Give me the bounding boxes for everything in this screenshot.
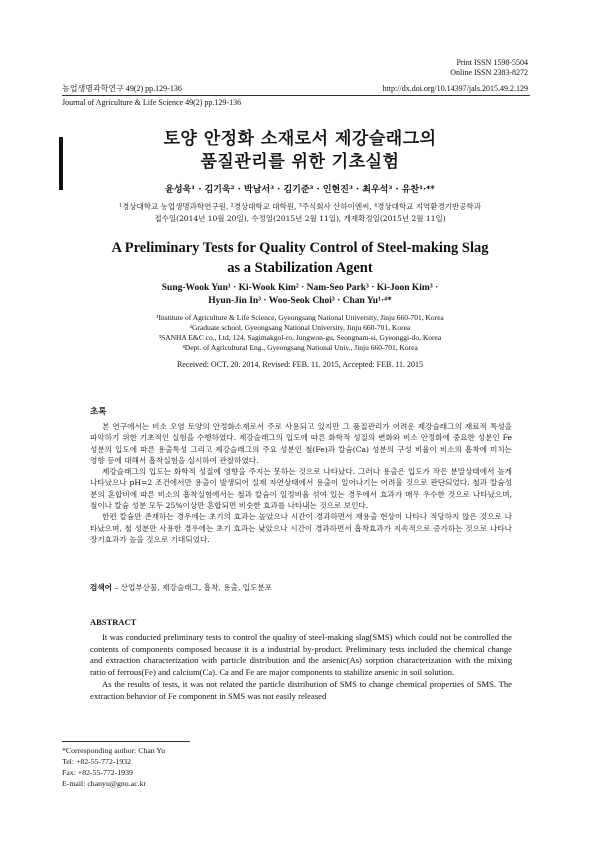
doi-link[interactable]: http://dx.doi.org/10.14397/jals.2015.49.2.129 (382, 84, 528, 93)
affiliation-4: ⁴Dept. of Agricultural Eng., Gyeongsang National Univ., Jinju 660-701, Korea (182, 343, 418, 352)
korean-abstract-paragraph-1: 본 연구에서는 비소 오염 토양의 안정화소재로서 주로 사용되고 있지만 그 품질관리가 어려운 제강슬래그의 재료적 특성을 파악하기 위한 기초적인 실험을 수행하였다. 제강슬래그의 입도에 따른 화학적 성질의 변화와 비소 안정화에 중요한 성분인 Fe 성분의 입도에 따른 용출특성 그리고 제강슬래그의 주요 성분인 철(Fe)과 칼슘(Ca) 성분의 구성 비율이 비소의 흡착에 미치는 영향 등에 대해서 흡착실험을 실시하여 관찰하였다. (90, 422, 512, 465)
author-email[interactable]: E-mail: chanyu@gnu.ac.kr (62, 779, 147, 788)
affiliation-2: ²Graduate school, Gyeongsang National University, Jinju 660-701, Korea (189, 323, 411, 332)
online-issn: Online ISSN 2383-8272 (450, 68, 528, 77)
header-rule (62, 95, 530, 96)
english-title-line2: as a Stabilization Agent (227, 260, 373, 276)
affiliation-1: ¹Institute of Agriculture & Life Science, Gyeongsang National University, Jinju 660-701, Korea (156, 313, 444, 322)
footnote-rule (62, 741, 190, 742)
korean-title (62, 128, 538, 174)
corresponding-author: *Corresponding author: Chan Yu (62, 746, 166, 755)
korean-dates: 접수일(2014년 10월 20일), 수정일(2015년 2월 11일), 게재확정일(2015년 2월 11일) (154, 214, 446, 223)
korean-abstract-heading: 초록 (90, 407, 107, 417)
english-abstract-heading: ABSTRACT (90, 617, 137, 627)
footnote (62, 745, 165, 789)
keywords-label: 검색어 (90, 583, 113, 592)
korean-abstract (90, 421, 512, 545)
journal-en: Journal of Agriculture & Life Science 49(2) pp.129-136 (62, 98, 242, 107)
journal-kr: 농업생명과학연구 49(2) pp.129-136 (62, 84, 182, 93)
english-authors (62, 282, 538, 308)
english-title-line1: A Preliminary Tests for Quality Control of Steel-making Slag (111, 240, 489, 256)
received-dates: Received: OCT. 20. 2014, Revised: FEB. 11. 2015, Accepted: FEB. 11. 2015 (176, 360, 424, 369)
author-tel: Tel: +82-55-772-1932 (62, 757, 132, 766)
korean-title-line1: 토양 안정화 소재로서 제강슬래그의 (163, 129, 437, 149)
english-abstract-paragraph-1: It was conducted preliminary tests to control the quality of steel-making slag(SMS) which could not be controlled the contents of components composed because it is a industrial by-product. Preliminary tests included the chemical change and extraction characterization with particle distribution and the arsenic(As) sorption characterization with the mixing ratio of ferrous(Fe) and calcium(Ca). Ca and Fe are major components to stabilize arsenic in soil solution. (90, 632, 512, 678)
keywords-list: 산업부산물, 제강슬래그, 흡착, 용출, 입도분포 (120, 583, 273, 592)
english-title (62, 238, 538, 278)
issn-block (450, 58, 528, 78)
english-affiliations (62, 313, 538, 353)
keywords-dash: – (114, 583, 121, 592)
english-authors-line2: Hyun-Jin In³ · Woo-Seok Choi³ · Chan Yu¹·⁴* (208, 296, 392, 306)
affiliation-3: ³SANHA E&C co., Ltd, 124, Sagimakgol-ro, Jungwon-gu, Seongnam-si, Gyeonggi-do, Korea (158, 333, 442, 342)
keywords-line (90, 582, 272, 593)
korean-affiliation: ¹경상대학교 농업생명과학연구원, ²경상대학교 대학원, ³주식회사 산하이엔씨, ⁴경상대학교 지역환경기반공학과 (119, 202, 481, 211)
print-issn: Print ISSN 1598-5504 (456, 58, 528, 67)
author-fax: Fax: +82-55-772-1939 (62, 768, 133, 777)
korean-authors: 윤성욱¹ · 김기욱² · 박남서³ · 김기준³ · 인현진³ · 최우석³ · 유찬¹·⁴* (165, 185, 435, 195)
english-abstract-paragraph-2: As the results of tests, it was not related the particle distribution of SMS to change chemical properties of SMS. The extraction behavior of Fe component in SMS was not easily released (90, 678, 512, 701)
english-abstract (90, 632, 512, 702)
korean-abstract-paragraph-3: 한편 칼슘만 존재하는 경우에는 초기의 효과는 높았으나 시간이 경과하면서 재용출 현상이 나타나 적당하지 않은 것으로 나타났으며, 철 성분만 사용한 경우에는 초기 효과는 낮았으나 시간이 경과하면서 흡착효과가 지속적으로 증가하는 것으로 나타나 장기효과가 높을 것으로 기대되었다. (90, 512, 512, 544)
english-authors-line1: Sung-Wook Yun¹ · Ki-Wook Kim² · Nam-Seo Park³ · Ki-Joon Kim³ · (161, 283, 439, 293)
korean-title-line2: 품질관리를 위한 기초실험 (200, 152, 400, 172)
korean-abstract-paragraph-2: 제강슬래그의 입도는 화학적 성질에 영향을 주지는 못하는 것으로 나타났다. 그러나 용출은 입도가 작은 분말상태에서 높게 나타났으나 pH=2 조건에서만 용출이 발생되어 실제 자연상태에서 용출이 일어나기는 어려울 것으로 판단되었다. 철과 칼슘성분의 혼합비에 따른 비소의 흡착실험에서는 철과 칼슘이 일정비율 섞여 있는 경우에서 효과가 매우 우수한 것으로 나타났으며, 철이나 칼슘 성분 모두 25%이상만 혼합되면 비슷한 효과를 나타내는 것으로 보인다. (90, 467, 512, 511)
